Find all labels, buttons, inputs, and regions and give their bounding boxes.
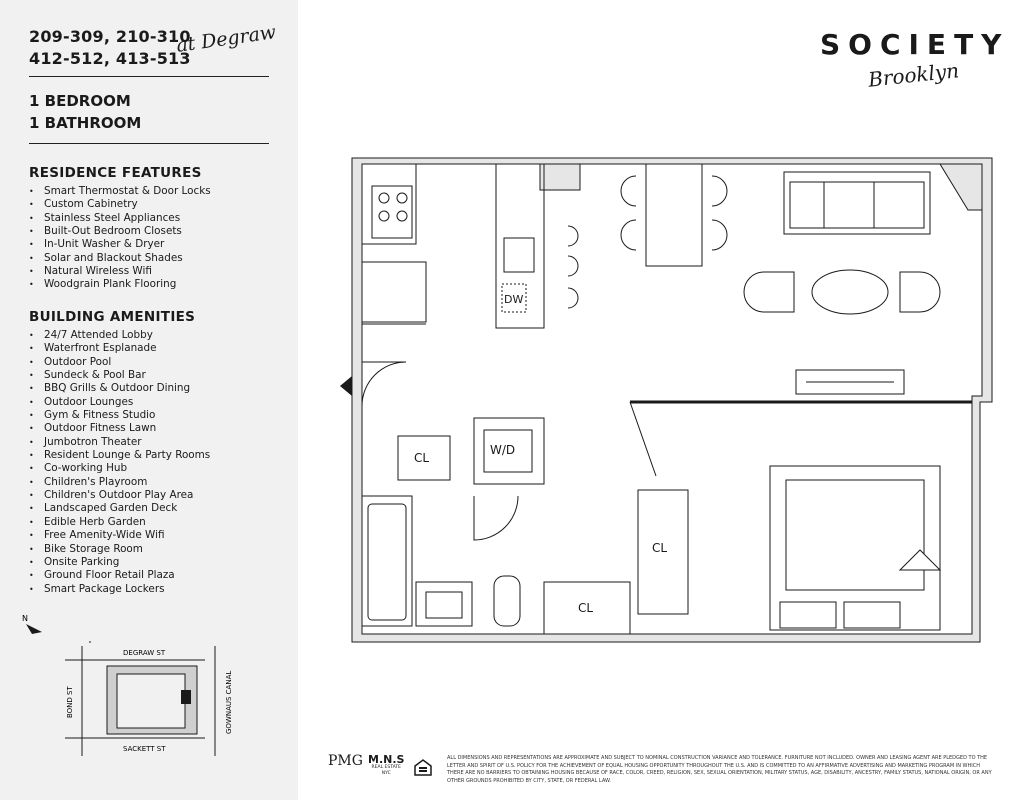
equal-housing-icon — [414, 758, 432, 776]
bedroom-count: 1 BEDROOM — [29, 92, 131, 110]
feature-item: • Woodgrain Plank Flooring — [29, 278, 211, 291]
sidebar — [0, 0, 298, 800]
amenity-item: • Onsite Parking — [29, 556, 210, 569]
amenity-item: • Edible Herb Garden — [29, 516, 210, 529]
street-south: SACKETT ST — [123, 745, 166, 753]
amenity-item: • Sundeck & Pool Bar — [29, 369, 210, 382]
amenity-item: • Waterfront Esplanade — [29, 342, 210, 355]
amenity-item: • Smart Package Lockers — [29, 583, 210, 596]
amenity-item: • Outdoor Fitness Lawn — [29, 422, 210, 435]
dishwasher-label: DW — [504, 293, 524, 306]
key-map — [55, 638, 245, 768]
north-arrow-icon — [20, 612, 50, 642]
unit-numbers — [29, 26, 191, 70]
feature-item: • Natural Wireless Wifi — [29, 265, 211, 278]
closet-label: CL — [578, 601, 594, 615]
amenity-item: • Resident Lounge & Party Rooms — [29, 449, 210, 462]
feature-item: • Smart Thermostat & Door Locks — [29, 185, 211, 198]
feature-item: • Stainless Steel Appliances — [29, 212, 211, 225]
divider — [29, 143, 269, 144]
feature-item: • Solar and Blackout Shades — [29, 252, 211, 265]
unit-highlight — [181, 690, 191, 704]
unit-layout — [29, 90, 141, 134]
mns-logo-sub2: NYC — [381, 771, 391, 776]
mns-logo-sub1: REAL ESTATE — [371, 765, 401, 770]
feature-item: • In-Unit Washer & Dryer — [29, 238, 211, 251]
bathroom-count: 1 BATHROOM — [29, 114, 142, 132]
amenity-item: • Bike Storage Room — [29, 543, 210, 556]
mns-logo-name: M.N.S — [368, 753, 405, 766]
unit-line-2: 412-512, 413-513 — [29, 49, 191, 68]
amenity-item: • Outdoor Pool — [29, 356, 210, 369]
legal-disclaimer: ALL DIMENSIONS AND REPRESENTATIONS ARE APPROXIMATE AND SUBJECT TO NOMINAL CONSTRUCTION VARIANCE AND TOLERANCE. FURNITURE NOT INCLUDED. OWNER AND LEASING AGENT ARE PLEDGED TO THE LETTER AND SPIRIT OF U.S. POLICY FOR THE ACHIEVEMENT OF EQUAL HOUSING OPPORTUNITY THROUGHOUT THE U.S. AND IS COMMITTED TO AN AFFIRMATIVE ADVERTISING AND MARKETING PROGRAM IN WHICH THERE ARE NO BARRIERS TO OBTAINING HOUSING BECAUSE OF RACE, COLOR, CREED, RELIGION, SEX, SEXUAL ORIENTATION, MILITARY STATUS, AGE, DISABILITY, ANCESTRY, FAMILY STATUS, NATIONAL ORIGIN, OR ANY OTHER GROUNDS PROHIBITED BY CITY, STATE, OR FEDERAL LAW. — [447, 755, 992, 784]
building-amenities-list — [29, 329, 210, 596]
courtyard — [117, 674, 185, 728]
at-degraw-script: at Degraw — [174, 21, 278, 57]
pmg-logo: PMG — [328, 753, 363, 769]
closet-label: CL — [414, 451, 430, 465]
amenity-item: • Jumbotron Theater — [29, 436, 210, 449]
amenity-item: • Co-working Hub — [29, 462, 210, 475]
unit-line-1: 209-309, 210-310 — [29, 27, 191, 46]
divider — [29, 76, 269, 77]
building-amenities-title: BUILDING AMENITIES — [29, 309, 196, 325]
street-east: GOWNAUS CANAL — [225, 670, 233, 734]
amenity-item: • Gym & Fitness Studio — [29, 409, 210, 422]
brand-subtitle: Brooklyn — [866, 58, 961, 92]
residence-features-list — [29, 185, 211, 292]
amenity-item: • Children's Playroom — [29, 476, 210, 489]
street-north: DEGRAW ST — [123, 649, 166, 657]
feature-item: • Built-Out Bedroom Closets — [29, 225, 211, 238]
closet-label: CL — [652, 541, 668, 555]
floor-plan — [340, 150, 1005, 650]
washer-dryer-label: W/D — [490, 443, 516, 457]
brand-logo: SOCIETY — [820, 28, 1010, 61]
amenity-item: • BBQ Grills & Outdoor Dining — [29, 382, 210, 395]
amenity-item: • 24/7 Attended Lobby — [29, 329, 210, 342]
amenity-item: • Ground Floor Retail Plaza — [29, 569, 210, 582]
residence-features-title: RESIDENCE FEATURES — [29, 165, 202, 181]
mns-logo — [368, 754, 404, 777]
amenity-item: • Outdoor Lounges — [29, 396, 210, 409]
amenity-item: • Free Amenity-Wide Wifi — [29, 529, 210, 542]
amenity-item: • Landscaped Garden Deck — [29, 502, 210, 515]
entry-arrow-icon — [340, 376, 352, 396]
north-label: N — [22, 614, 28, 623]
feature-item: • Custom Cabinetry — [29, 198, 211, 211]
amenity-item: • Children's Outdoor Play Area — [29, 489, 210, 502]
street-west: BOND ST — [66, 686, 74, 718]
